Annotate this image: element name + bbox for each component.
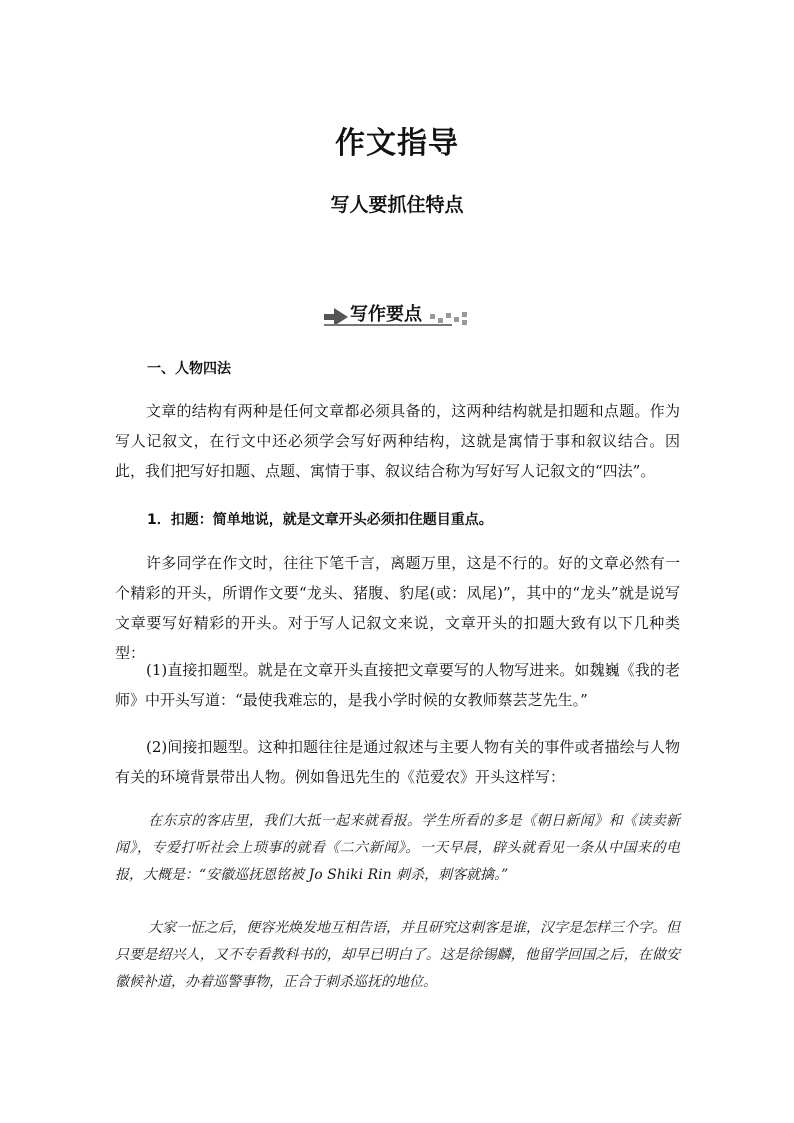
quote-block-1: 在东京的客店里，我们大抵一起来就看报。学生所看的多是《朝日新闻》和《读卖新闻》，专爱打听社会上琐事的就看《二六新闻》。一天早晨，辟头就看见一条从中国来的电报，大概是：“安徽巡抚恩铭被 Jo Shiki Rin 刺杀，刺客就擒。” xyxy=(115,813,680,883)
section-heading: 一、人物四法 xyxy=(147,361,231,377)
paragraph-intro: 文章的结构有两种是任何文章都必须具备的，这两种结构就是扣题和点题。作为写人记叙文，在行文中还必须学会写好两种结构，这就是寓情于事和叙议结合。因此，我们把写好扣题、点题、寓情于事、叙议结合称为写好写人记叙文的“四法”。 xyxy=(115,402,680,480)
page-title: 作文指导 xyxy=(335,126,459,161)
decorative-pixels xyxy=(430,312,467,325)
banner-label: 写作要点 xyxy=(350,304,422,325)
paragraph-direct: (1)直接扣题型。就是在文章开头直接把文章要写的人物写进来。如魏巍《我的老师》中开头写道：“最使我难忘的，是我小学时候的女教师蔡芸芝先生。” xyxy=(115,661,680,709)
quote-block-2: 大家一怔之后，便容光焕发地互相告语，并且研究这刺客是谁，汉字是怎样三个字。但只要是绍兴人，又不专看教科书的，却早已明白了。这是徐锡麟，他留学回国之后，在做安徽候补道，办着巡警事物，正合于刺杀巡抚的地位。 xyxy=(115,920,680,990)
arrow-icon xyxy=(324,308,348,326)
paragraph-indirect: (2)间接扣题型。这种扣题往往是通过叙述与主要人物有关的事件或者描绘与人物有关的环境背景带出人物。例如鲁迅先生的《范爱农》开头这样写： xyxy=(115,738,680,786)
paragraph-kouti: 许多同学在作文时，往往下笔千言，离题万里，这是不行的。好的文章必然有一个精彩的开头，所谓作文要“龙头、猪腹、豹尾(或：凤尾)”，其中的“龙头”就是说写文章要写好精彩的开头。对于写人记叙文来说，文章开头的扣题大致有以下几种类型： xyxy=(115,554,680,662)
subheading-kouti: 1．扣题：简单地说，就是文章开头必须扣住题目重点。 xyxy=(147,512,493,528)
page-subtitle: 写人要抓住特点 xyxy=(330,194,464,216)
